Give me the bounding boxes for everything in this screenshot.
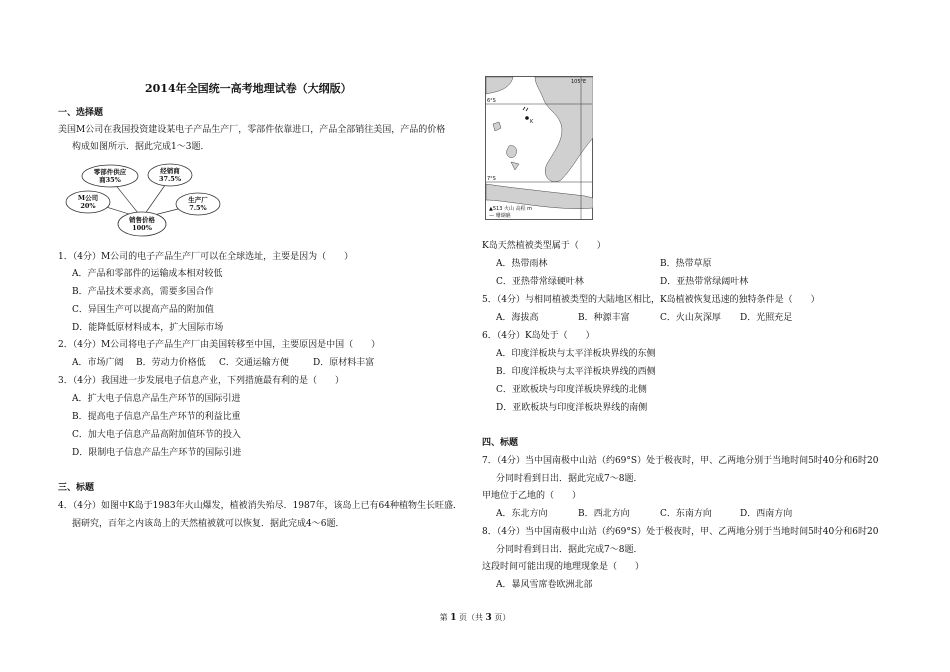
footer-suffix: 页） xyxy=(494,613,511,622)
question-7-stem-2: 分同时看到日出．据此完成7～8题． xyxy=(496,474,643,484)
question-4: K岛天然植被类型属于（ ） xyxy=(482,241,606,251)
question-3-option-a: A．扩大电子信息产品生产环节的国际引进 xyxy=(72,394,241,404)
question-8-option-a: A．暴风雪席卷欧洲北部 xyxy=(496,580,593,590)
question-6: 6．（4分）K岛处于（ ） xyxy=(482,331,595,341)
node-company-label: M公司 xyxy=(77,194,99,202)
node-dealer-value: 37.5% xyxy=(158,175,182,183)
map-legend-reef: — 珊瑚礁 xyxy=(489,213,511,219)
map-legend-volcano: ▲513 火山 高程 m xyxy=(489,206,533,212)
node-price-label: 销售价格 xyxy=(129,216,155,224)
footer-prefix: 第 xyxy=(439,613,448,622)
question-7-option-a: A．东北方向 xyxy=(496,509,548,519)
question-3-option-b: B．提高电子信息产品生产环节的利益比重 xyxy=(72,412,241,422)
node-factory-value: 7.5% xyxy=(189,204,207,212)
question-1: 1．（4分）M公司的电子产品生产厂可以在全球选址，主要是因为（ ） xyxy=(58,252,354,262)
map-k-island-label: K xyxy=(530,119,534,125)
question-3-option-c: C．加大电子信息产品高附加值环节的投入 xyxy=(72,430,241,440)
question-5-option-d: D．光照充足 xyxy=(740,313,793,323)
price-composition-diagram xyxy=(60,160,230,238)
question-3: 3．（4分）我国进一步发展电子信息产业，下列措施最有利的是（ ） xyxy=(58,376,344,386)
question-2-option-d: D．原材料丰富 xyxy=(313,358,375,368)
node-dealer-label: 经销商 xyxy=(160,167,180,175)
question-4-option-c: C．亚热带常绿硬叶林 xyxy=(496,277,584,287)
exam-title: 2014年全国统一高考地理试卷（大纲版） xyxy=(145,82,352,95)
section-heading-4: 四、标题 xyxy=(482,438,519,448)
question-4-option-d: D．亚热带常绿阔叶林 xyxy=(660,277,749,287)
question-3-option-d: D．限制电子信息产品生产环节的国际引进 xyxy=(72,448,242,458)
question-6-option-d: D．亚欧板块与印度洋板块界线的南侧 xyxy=(496,403,648,413)
question-1-option-b: B．产品技术要求高，需要多国合作 xyxy=(72,287,214,297)
map-latitude-7s: 7°S xyxy=(487,176,496,182)
question-2-option-c: C．交通运输方便 xyxy=(219,358,289,368)
question-7-stem: 7．（4分）当中国南极中山站（约69°S）处于极夜时，甲、乙两地分别于当地时间5时40分和6时20 xyxy=(482,456,879,466)
question-6-option-c: C．亚欧板块与印度洋板块界线的北侧 xyxy=(496,385,647,395)
question-4-stem-2: 据研究，百年之内该岛上的天然植被就可以恢复．据此完成4～6题． xyxy=(72,519,345,529)
question-5: 5．（4分）与相同植被类型的大陆地区相比，K岛植被恢复迅速的独特条件是（ ） xyxy=(482,295,820,305)
question-2-option-b: B．劳动力价格低 xyxy=(136,358,206,368)
question-7: 甲地位于乙地的（ ） xyxy=(482,491,582,501)
k-island-map xyxy=(485,76,593,220)
question-1-option-d: D．能降低原材料成本，扩大国际市场 xyxy=(72,323,224,333)
question-6-option-b: B．印度洋板块与太平洋板块界线的西侧 xyxy=(496,367,656,377)
question-8-stem: 8．（4分）当中国南极中山站（约69°S）处于极夜时，甲、乙两地分别于当地时间5时40分和6时20 xyxy=(482,527,879,537)
question-7-option-c: C．东南方向 xyxy=(660,509,712,519)
footer-middle: 页（共 xyxy=(459,613,483,622)
question-6-option-a: A．印度洋板块与太平洋板块界线的东侧 xyxy=(496,349,656,359)
node-supplier-value: 商35% xyxy=(99,176,121,184)
question-4-stem: 4．（4分）如图中K岛于1983年火山爆发，植被消失殆尽．1987年，该岛上已有64种植物生长旺盛． xyxy=(58,501,462,511)
intro-line-1: 美国M公司在我国投资建设某电子产品生产厂，零部件依靠进口，产品全部销往美国，产品的价格 xyxy=(58,125,446,135)
footer-page-number: 1 xyxy=(450,613,457,623)
node-company-value: 20% xyxy=(80,202,96,210)
question-7-option-d: D．西南方向 xyxy=(740,509,793,519)
question-1-option-a: A．产品和零部件的运输成本相对较低 xyxy=(72,269,223,279)
question-8: 这段时间可能出现的地理现象是（ ） xyxy=(482,562,645,572)
question-4-option-a: A．热带雨林 xyxy=(496,259,548,269)
question-4-option-b: B．热带草原 xyxy=(660,259,712,269)
section-heading-choice: 一、选择题 xyxy=(58,108,104,118)
intro-line-2: 构成如图所示．据此完成1～3题． xyxy=(72,142,210,152)
section-heading-3: 三、标题 xyxy=(58,483,95,493)
node-price-value: 100% xyxy=(132,224,152,232)
question-5-option-c: C．火山灰深厚 xyxy=(660,313,721,323)
question-1-option-c: C．异国生产可以提高产品的附加值 xyxy=(72,305,214,315)
question-2: 2．（4分）M公司将电子产品生产厂由美国转移至中国，主要原因是中国（ ） xyxy=(58,340,381,350)
question-7-option-b: B．西北方向 xyxy=(578,509,630,519)
node-factory-label: 生产厂 xyxy=(188,196,208,204)
question-5-option-b: B．种源丰富 xyxy=(578,313,630,323)
node-supplier-label: 零部件供应 xyxy=(93,168,127,176)
map-longitude-label: 105°E xyxy=(571,79,587,85)
page-footer xyxy=(0,612,950,623)
question-5-option-a: A．海拔高 xyxy=(496,313,539,323)
footer-total-pages: 3 xyxy=(485,613,492,623)
map-latitude-6s: 6°S xyxy=(487,98,496,104)
question-8-stem-2: 分同时看到日出．据此完成7～8题． xyxy=(496,545,643,555)
question-2-option-a: A．市场广阔 xyxy=(72,358,124,368)
